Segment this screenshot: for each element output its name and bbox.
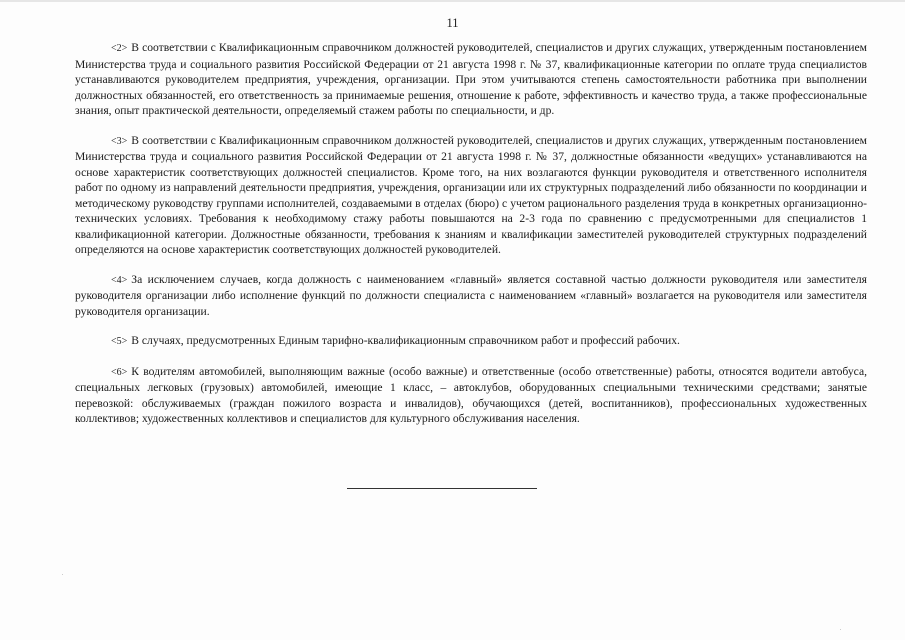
footnote-text: В соответствии с Квалификационным справочником должностей руководителей, специалистов и других служащих, утвержденным постановлением Министерства труда и социального развития Российской Федерации от 21 августа 1998 г. № 37, должностные обязанности «ведущих» устанавливаются на основе характеристик соответствующих должностей специалистов. Кроме того, на них возлагаются функции руководителя и ответственного исполнителя работ по одному из направлений деятельности предприятия, учреждения, организации или их структурных подразделений либо обязанности по координации и методическому руководству группами исполнителей, создаваемыми в отделах (бюро) с учетом рационального разделения труда в конкретных организационно-технических условиях. Требования к необходимому стажу работы повышаются на 2-3 года по сравнению с предусмотренными для специалистов 1 квалификационной категории. Должностные обязанности, требования к знаниям и квалификации заместителей руководителей структурных подразделений определяются на основе характеристик соответствующих должностей руководителей. <box>75 133 867 256</box>
footnote-paragraph-5 <box>75 333 867 350</box>
scan-speck <box>62 574 63 575</box>
footnote-paragraph-3 <box>75 133 867 258</box>
footnote-text: В соответствии с Квалификационным справочником должностей руководителей, специалистов и других служащих, утвержденным постановлением Министерства труда и социального развития Российской Федерации от 21 августа 1998 г. № 37, квалификационные категории по оплате труда специалистов устанавливаются руководителем предприятия, учреждения, организации. При этом учитываются степень самостоятельности работника при выполнении должностных обязанностей, его ответственность за принимаемые решения, отношение к работе, эффективность и качество труда, а также профессиональные знания, опыт практической деятельности, определяемый стажем работы по специальности, и др. <box>75 41 867 117</box>
footnote-marker: <3> <box>111 135 128 147</box>
footnote-text: К водителям автомобилей, выполняющим важные (особо важные) и ответственные (особо ответственные) работы, относятся водители автобуса, специальных легковых (грузовых) автомобилей, имеющие 1 класс, – автоклубов, оборудованных специальными техническими средствами; занятые перевозкой: обслуживаемых (граждан пожилого возраста и инвалидов), обучающихся (детей, воспитанников), профессиональных художественных коллективов; художественных коллективов и специалистов для культурного обслуживания населения. <box>75 364 867 425</box>
footnote-paragraph-4 <box>75 272 867 320</box>
footnote-marker: <6> <box>111 366 128 378</box>
page-number: 11 <box>446 16 459 30</box>
footnote-paragraph-2 <box>75 40 867 119</box>
scan-edge <box>0 0 905 2</box>
footnote-text: За исключением случаев, когда должность с наименованием «главный» является составной частью должности руководителя или заместителя руководителя организации либо исполнение функций по должности специалиста с наименованием «главный» возлагается на руководителя или заместителя руководителя организации. <box>75 272 867 318</box>
closing-rule <box>347 488 537 489</box>
footnotes-block <box>75 40 867 441</box>
footnote-marker: <2> <box>111 43 128 54</box>
footnote-marker: <5> <box>111 336 128 347</box>
footnote-marker: <4> <box>111 274 128 286</box>
scan-speck <box>840 629 841 630</box>
footnote-text: В случаях, предусмотренных Единым тарифно-квалификационным справочником работ и профессий рабочих. <box>131 334 680 347</box>
footnote-paragraph-6 <box>75 364 867 427</box>
